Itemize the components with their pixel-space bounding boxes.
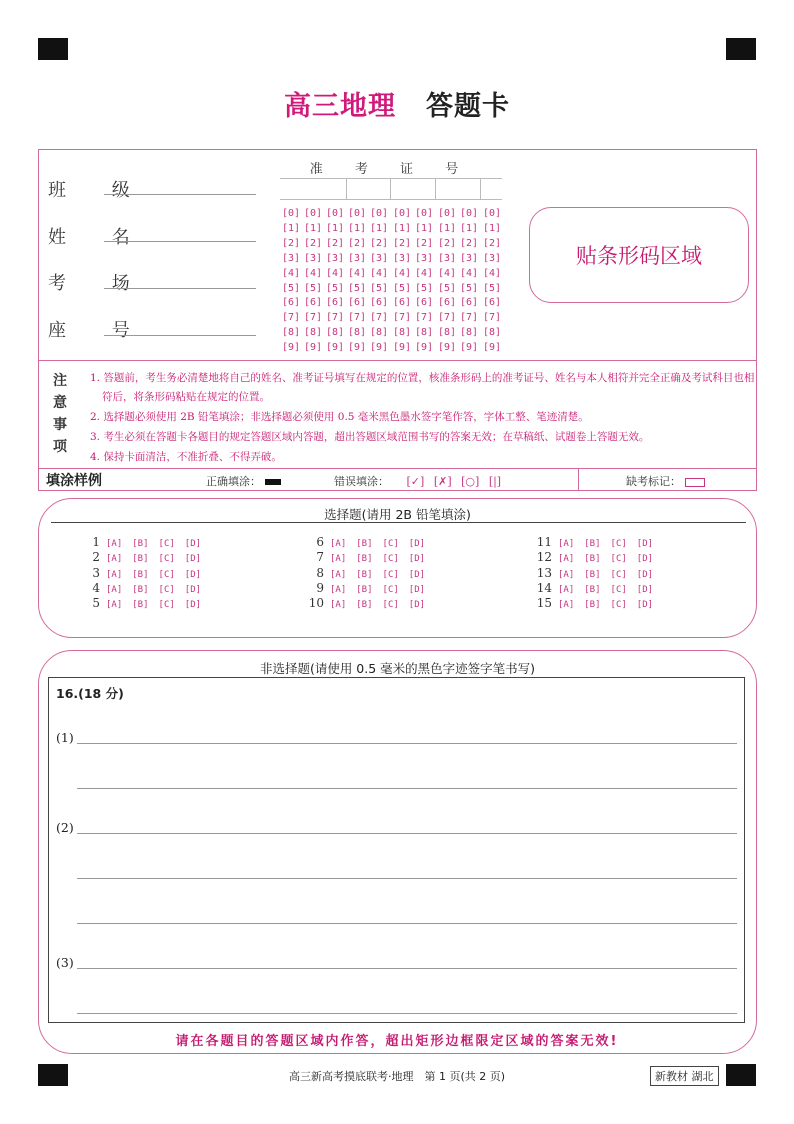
answer-line[interactable] bbox=[77, 788, 737, 789]
mc-option-bubble[interactable]: [B] bbox=[132, 539, 149, 549]
exam-number-bubble[interactable]: [4] bbox=[304, 267, 323, 279]
absent-mark-sample bbox=[626, 473, 705, 489]
mc-option-bubble[interactable]: [A] bbox=[330, 569, 347, 580]
mc-option-bubble[interactable]: [B] bbox=[584, 554, 601, 565]
header-divider bbox=[38, 360, 757, 361]
answer-line[interactable] bbox=[77, 968, 737, 969]
mc-option-bubble[interactable]: [A] bbox=[106, 554, 123, 565]
mc-question-row bbox=[536, 550, 663, 564]
exam-number-bubble[interactable]: [6] bbox=[370, 297, 389, 309]
correct-fill-sample bbox=[206, 473, 281, 489]
notice-line: 4. 保持卡面清洁，不准折叠、不得弄破。 bbox=[90, 451, 282, 463]
mc-option-bubble[interactable]: [B] bbox=[132, 600, 149, 611]
field-class-input[interactable] bbox=[104, 194, 256, 195]
mc-option-bubble[interactable]: [C] bbox=[158, 584, 175, 595]
mc-question-row bbox=[308, 535, 435, 549]
exam-number-bubble[interactable]: [4] bbox=[370, 267, 389, 279]
exam-number-bubble[interactable]: [5] bbox=[282, 282, 301, 294]
exam-number-bubble[interactable]: [1] bbox=[348, 222, 367, 234]
mc-question-row bbox=[536, 581, 663, 595]
exam-number-bubble[interactable]: [8] bbox=[415, 327, 434, 339]
notice-line: 2. 选择题必须使用 2B 铅笔填涂；非选择题必须使用 0.5 毫米黑色墨水签字笔作答，字体工整、笔迹清楚。 bbox=[90, 411, 589, 423]
mc-option-bubble[interactable]: [A] bbox=[330, 539, 347, 549]
mc-option-bubble[interactable]: [D] bbox=[408, 539, 426, 549]
field-name-label: 姓 名 bbox=[48, 227, 150, 248]
exam-number-bubble[interactable]: [6] bbox=[483, 297, 502, 309]
mc-option-bubble[interactable]: [C] bbox=[610, 600, 627, 611]
exam-number-digit-column bbox=[415, 207, 437, 356]
answer-line[interactable] bbox=[77, 878, 737, 879]
exam-number-bubble[interactable]: [4] bbox=[438, 267, 457, 279]
exam-number-digit-column bbox=[483, 207, 505, 356]
answer-line[interactable] bbox=[77, 743, 737, 744]
mc-option-bubble[interactable]: [D] bbox=[408, 600, 426, 611]
exam-number-bubble[interactable]: [2] bbox=[304, 237, 323, 249]
mc-option-bubble[interactable]: [B] bbox=[584, 600, 601, 611]
exam-number-bubble[interactable]: [7] bbox=[304, 312, 323, 324]
notice-heading-char: 注 bbox=[53, 373, 67, 389]
mc-option-bubble[interactable]: [B] bbox=[584, 569, 601, 580]
mc-question-row bbox=[84, 550, 211, 564]
exam-number-bubble[interactable]: [1] bbox=[326, 222, 345, 234]
answer-line[interactable] bbox=[77, 923, 737, 924]
field-room-input[interactable] bbox=[104, 288, 256, 289]
mc-option-bubble[interactable]: [D] bbox=[408, 554, 426, 565]
exam-number-bubble[interactable]: [3] bbox=[415, 252, 434, 264]
exam-number-bubble[interactable]: [6] bbox=[393, 297, 412, 309]
mc-option-bubble[interactable]: [C] bbox=[610, 554, 627, 565]
exam-number-bubble[interactable]: [2] bbox=[393, 237, 412, 249]
corner-mark-top-right bbox=[726, 38, 756, 60]
exam-number-bubble[interactable]: [5] bbox=[460, 282, 479, 294]
exam-number-title: 准 考 证 号 bbox=[309, 162, 473, 177]
mc-option-bubble[interactable]: [A] bbox=[558, 584, 575, 595]
exam-number-bubble[interactable]: [5] bbox=[348, 282, 367, 294]
mc-option-bubble[interactable]: [B] bbox=[132, 584, 149, 595]
notice-heading-char: 事 bbox=[53, 417, 67, 433]
exam-number-bubble[interactable]: [9] bbox=[415, 342, 434, 354]
mc-option-bubble[interactable]: [D] bbox=[184, 554, 202, 565]
title-card: 答题卡 bbox=[426, 91, 510, 122]
mc-option-bubble[interactable]: [A] bbox=[558, 539, 575, 549]
exam-number-bubble[interactable]: [7] bbox=[393, 312, 412, 324]
mc-option-bubble[interactable]: [A] bbox=[330, 554, 347, 565]
exam-number-bubble[interactable]: [7] bbox=[460, 312, 479, 324]
question-label: 16.(18 分) bbox=[56, 686, 124, 701]
exam-number-bubble[interactable]: [0] bbox=[415, 208, 434, 219]
exam-number-bubble[interactable]: [9] bbox=[326, 342, 345, 354]
mc-option-bubble[interactable]: [B] bbox=[356, 569, 373, 580]
exam-number-bubble[interactable]: [5] bbox=[326, 282, 345, 294]
exam-number-bubble[interactable]: [3] bbox=[483, 252, 502, 264]
mc-question-number: 7 bbox=[316, 550, 324, 565]
mc-question-number: 3 bbox=[92, 565, 100, 580]
notice-heading-char: 意 bbox=[53, 395, 67, 411]
exam-number-digit-column bbox=[326, 207, 348, 356]
mc-question-row bbox=[308, 596, 435, 610]
corner-mark-top-left bbox=[38, 38, 68, 60]
mc-option-bubble[interactable]: [B] bbox=[356, 584, 373, 595]
mc-question-row bbox=[84, 581, 211, 595]
mc-question-number: 2 bbox=[92, 550, 100, 565]
part-label: (1) bbox=[56, 730, 74, 745]
mc-option-bubble[interactable]: [C] bbox=[610, 539, 627, 549]
exam-number-bubble[interactable]: [9] bbox=[438, 342, 457, 354]
field-room-label: 考 场 bbox=[48, 273, 150, 294]
notice-heading bbox=[40, 370, 80, 458]
mc-question-row bbox=[308, 566, 435, 580]
exam-number-bubble[interactable]: [1] bbox=[415, 222, 434, 234]
exam-number-bubble[interactable]: [7] bbox=[415, 312, 434, 324]
mc-option-bubble[interactable]: [D] bbox=[408, 584, 426, 595]
field-seat-input[interactable] bbox=[104, 335, 256, 336]
exam-number-bubble[interactable]: [9] bbox=[370, 342, 389, 354]
mc-option-bubble[interactable]: [B] bbox=[584, 584, 601, 595]
exam-number-bubble[interactable]: [5] bbox=[415, 282, 434, 294]
mc-option-bubble[interactable]: [B] bbox=[132, 569, 149, 580]
exam-number-digit-column bbox=[460, 207, 482, 356]
exam-number-bubble[interactable]: [5] bbox=[370, 282, 389, 294]
exam-number-digit-column bbox=[393, 207, 415, 356]
mc-question-number: 12 bbox=[536, 550, 552, 565]
exam-number-bubble[interactable]: [5] bbox=[393, 282, 412, 294]
exam-number-bubble[interactable]: [8] bbox=[393, 327, 412, 339]
exam-number-sep bbox=[435, 178, 436, 200]
mc-option-bubble[interactable]: [A] bbox=[330, 584, 347, 595]
exam-number-digit-column bbox=[370, 207, 392, 356]
exam-number-bubble[interactable]: [6] bbox=[326, 297, 345, 309]
exam-number-bubble[interactable]: [2] bbox=[348, 237, 367, 249]
exam-number-bubble[interactable]: [1] bbox=[304, 222, 323, 234]
exam-number-bubble[interactable]: [6] bbox=[415, 297, 434, 309]
fill-sample-row bbox=[38, 468, 757, 490]
exam-number-sep bbox=[346, 178, 347, 200]
exam-number-bubble[interactable]: [8] bbox=[304, 327, 323, 339]
absent-mark-label: 缺考标记： bbox=[626, 475, 681, 488]
exam-number-digit-column bbox=[438, 207, 460, 356]
exam-number-bubble[interactable]: [1] bbox=[393, 222, 412, 234]
exam-number-bubble[interactable]: [9] bbox=[348, 342, 367, 354]
exam-number-bubble[interactable]: [8] bbox=[370, 327, 389, 339]
exam-number-bubble[interactable]: [2] bbox=[282, 237, 301, 249]
mc-question-number: 11 bbox=[536, 535, 552, 549]
exam-number-bubble[interactable]: [4] bbox=[326, 267, 345, 279]
mc-option-bubble[interactable]: [A] bbox=[558, 600, 575, 611]
page-footer: 高三新高考摸底联考·地理 第 1 页(共 2 页) bbox=[288, 1070, 506, 1083]
free-response-heading: 非选择题(请使用 0.5 毫米的黑色字迹签字笔书写) bbox=[259, 661, 536, 676]
mc-option-bubble[interactable]: [B] bbox=[356, 600, 373, 611]
wrong-mark-check-icon: [✓] bbox=[406, 475, 425, 488]
exam-number-bubble[interactable]: [3] bbox=[348, 252, 367, 264]
mc-option-bubble[interactable]: [D] bbox=[636, 600, 654, 611]
exam-number-bubble[interactable]: [7] bbox=[370, 312, 389, 324]
mc-question-number: 10 bbox=[308, 596, 324, 611]
wrong-fill-sample bbox=[334, 473, 507, 489]
mc-question-number: 13 bbox=[536, 565, 552, 580]
correct-fill-label: 正确填涂： bbox=[206, 475, 261, 488]
exam-number-bubble[interactable]: [2] bbox=[438, 237, 457, 249]
mc-question-number: 1 bbox=[92, 535, 100, 549]
mc-question-row bbox=[536, 566, 663, 580]
exam-number-bubble[interactable]: [1] bbox=[438, 222, 457, 234]
mc-option-bubble[interactable]: [B] bbox=[584, 539, 601, 549]
exam-number-bubble[interactable]: [0] bbox=[304, 208, 323, 219]
exam-number-bubble[interactable]: [2] bbox=[483, 237, 502, 249]
exam-number-bubble[interactable]: [8] bbox=[438, 327, 457, 339]
mc-question-row bbox=[536, 535, 663, 549]
exam-number-bubble[interactable]: [3] bbox=[438, 252, 457, 264]
exam-number-bubble[interactable]: [5] bbox=[483, 282, 502, 294]
notice-line: 符后，将条形码粘贴在规定的位置。 bbox=[102, 391, 270, 403]
mc-option-bubble[interactable]: [A] bbox=[558, 554, 575, 565]
exam-number-bubble[interactable]: [6] bbox=[460, 297, 479, 309]
exam-number-bubble[interactable]: [1] bbox=[282, 222, 301, 234]
exam-number-bubble[interactable]: [3] bbox=[326, 252, 345, 264]
exam-number-bubble[interactable]: [4] bbox=[415, 267, 434, 279]
notice-heading-char: 项 bbox=[53, 439, 67, 455]
exam-number-bubble[interactable]: [8] bbox=[483, 327, 502, 339]
exam-number-bubble[interactable]: [3] bbox=[282, 252, 301, 264]
exam-number-bubble[interactable]: [3] bbox=[393, 252, 412, 264]
mc-option-bubble[interactable]: [C] bbox=[158, 554, 175, 565]
exam-number-bubble[interactable]: [1] bbox=[370, 222, 389, 234]
wrong-mark-circle-icon: [○] bbox=[461, 475, 480, 488]
wrong-fill-label: 错误填涂： bbox=[334, 475, 389, 488]
mc-question-number: 9 bbox=[316, 580, 324, 595]
exam-number-bubble[interactable]: [1] bbox=[483, 222, 502, 234]
exam-number-bubble[interactable]: [0] bbox=[483, 208, 502, 219]
exam-number-bubble[interactable]: [7] bbox=[348, 312, 367, 324]
mc-option-bubble[interactable]: [D] bbox=[408, 569, 426, 580]
mc-option-bubble[interactable]: [C] bbox=[382, 554, 399, 565]
mc-option-bubble[interactable]: [C] bbox=[158, 539, 175, 549]
exam-number-bubble[interactable]: [5] bbox=[438, 282, 457, 294]
exam-number-bubble[interactable]: [3] bbox=[460, 252, 479, 264]
mc-option-bubble[interactable]: [C] bbox=[382, 569, 399, 580]
exam-number-bubble[interactable]: [8] bbox=[460, 327, 479, 339]
exam-number-bubble[interactable]: [4] bbox=[483, 267, 502, 279]
exam-number-bubble[interactable]: [7] bbox=[326, 312, 345, 324]
exam-number-bubble[interactable]: [4] bbox=[282, 267, 301, 279]
exam-number-bubble[interactable]: [0] bbox=[326, 208, 345, 219]
wrong-mark-bar-icon: [|] bbox=[488, 475, 502, 488]
mc-option-bubble[interactable]: [C] bbox=[382, 600, 399, 611]
multiple-choice-heading: 选择题(请用 2B 铅笔填涂) bbox=[324, 507, 471, 522]
exam-number-bubble[interactable]: [2] bbox=[415, 237, 434, 249]
mc-question-number: 15 bbox=[536, 596, 552, 611]
part-label: (3) bbox=[56, 955, 74, 970]
mc-question-row bbox=[308, 550, 435, 564]
notice-line: 1. 答题前，考生务必清楚地将自己的姓名、准考证号填写在规定的位置，核准条形码上的准考证号、姓名与本人相符并完全正确及考试科目也相 bbox=[90, 372, 755, 384]
exam-number-bubble[interactable]: [5] bbox=[304, 282, 323, 294]
mc-question-number: 4 bbox=[92, 580, 100, 595]
exam-number-sep bbox=[390, 178, 391, 200]
mc-question-number: 6 bbox=[316, 535, 324, 549]
edition-badge: 新教材 湖北 bbox=[650, 1066, 719, 1086]
answer-area-warning: 请在各题目的答题区域内作答，超出矩形边框限定区域的答案无效! bbox=[175, 1034, 619, 1049]
mc-option-bubble[interactable]: [B] bbox=[132, 554, 149, 565]
mc-option-bubble[interactable]: [C] bbox=[610, 569, 627, 580]
title-subject: 高三地理 bbox=[284, 91, 396, 122]
exam-number-digit-column bbox=[348, 207, 370, 356]
exam-number-bubble[interactable]: [9] bbox=[483, 342, 502, 354]
exam-number-bubble[interactable]: [4] bbox=[393, 267, 412, 279]
mc-question-number: 5 bbox=[92, 596, 100, 611]
exam-number-bubble[interactable]: [9] bbox=[393, 342, 412, 354]
mc-option-bubble[interactable]: [B] bbox=[356, 539, 373, 549]
exam-number-bubble[interactable]: [9] bbox=[282, 342, 301, 354]
exam-number-bubble[interactable]: [2] bbox=[370, 237, 389, 249]
mc-question-row bbox=[84, 596, 211, 610]
mc-question-number: 8 bbox=[316, 565, 324, 580]
mc-option-bubble[interactable]: [B] bbox=[356, 554, 373, 565]
exam-number-bubble[interactable]: [0] bbox=[393, 208, 412, 219]
exam-number-bubble[interactable]: [3] bbox=[370, 252, 389, 264]
mc-option-bubble[interactable]: [D] bbox=[636, 554, 654, 565]
mc-option-bubble[interactable]: [D] bbox=[636, 584, 654, 595]
notice-line: 3. 考生必须在答题卡各题目的规定答题区域内答题，超出答题区域范围书写的答案无效；在草稿纸、试题卷上答题无效。 bbox=[90, 431, 650, 443]
exam-number-bubble[interactable]: [0] bbox=[460, 208, 479, 219]
exam-number-digit-column bbox=[304, 207, 326, 356]
exam-number-bubble[interactable]: [0] bbox=[348, 208, 367, 219]
mc-option-bubble[interactable]: [C] bbox=[382, 584, 399, 595]
exam-number-bubble[interactable]: [8] bbox=[282, 327, 301, 339]
mc-option-bubble[interactable]: [C] bbox=[158, 600, 175, 611]
mc-option-bubble[interactable]: [D] bbox=[184, 569, 202, 580]
exam-number-bubble[interactable]: [7] bbox=[483, 312, 502, 324]
exam-number-bubble[interactable]: [9] bbox=[304, 342, 323, 354]
fill-sample-heading: 填涂样例 bbox=[46, 473, 102, 489]
mc-option-bubble[interactable]: [D] bbox=[184, 600, 202, 611]
mc-question-row bbox=[308, 581, 435, 595]
absent-mark-box[interactable] bbox=[685, 478, 705, 487]
answer-area[interactable] bbox=[48, 677, 745, 1023]
field-seat-label: 座 号 bbox=[48, 320, 150, 341]
answer-line[interactable] bbox=[77, 1013, 737, 1014]
barcode-area: 贴条形码区域 bbox=[529, 207, 749, 303]
mc-option-bubble[interactable]: [C] bbox=[382, 539, 399, 549]
answer-line[interactable] bbox=[77, 833, 737, 834]
exam-number-bubble[interactable]: [8] bbox=[326, 327, 345, 339]
exam-number-bubble[interactable]: [6] bbox=[304, 297, 323, 309]
filled-mark-icon bbox=[265, 479, 281, 485]
exam-number-bubble[interactable]: [2] bbox=[460, 237, 479, 249]
exam-number-bubble[interactable]: [6] bbox=[438, 297, 457, 309]
exam-number-bubble[interactable]: [6] bbox=[348, 297, 367, 309]
exam-number-bubble[interactable]: [7] bbox=[282, 312, 301, 324]
mc-question-row bbox=[84, 535, 211, 549]
exam-number-cells[interactable] bbox=[280, 178, 502, 200]
exam-number-bubble[interactable]: [1] bbox=[460, 222, 479, 234]
field-class-label: 班 级 bbox=[48, 180, 150, 201]
mc-option-bubble[interactable]: [A] bbox=[106, 569, 123, 580]
mc-option-bubble[interactable]: [D] bbox=[184, 584, 202, 595]
mc-option-bubble[interactable]: [C] bbox=[158, 569, 175, 580]
mc-question-row bbox=[84, 566, 211, 580]
exam-number-bubble[interactable]: [6] bbox=[282, 297, 301, 309]
exam-number-bubble[interactable]: [2] bbox=[326, 237, 345, 249]
page-title bbox=[0, 84, 794, 123]
mc-option-bubble[interactable]: [D] bbox=[636, 569, 654, 580]
mc-option-bubble[interactable]: [D] bbox=[636, 539, 654, 549]
mc-option-bubble[interactable]: [A] bbox=[106, 539, 123, 549]
mc-option-bubble[interactable]: [A] bbox=[106, 600, 123, 611]
exam-number-bubble[interactable]: [4] bbox=[348, 267, 367, 279]
mc-option-bubble[interactable]: [D] bbox=[184, 539, 202, 549]
exam-number-bubble[interactable]: [9] bbox=[460, 342, 479, 354]
mc-option-bubble[interactable]: [A] bbox=[106, 584, 123, 595]
exam-number-bubble[interactable]: [0] bbox=[282, 208, 301, 219]
exam-number-bubble[interactable]: [3] bbox=[304, 252, 323, 264]
exam-number-bubble[interactable]: [4] bbox=[460, 267, 479, 279]
mc-option-bubble[interactable]: [A] bbox=[330, 600, 347, 611]
part-label: (2) bbox=[56, 820, 74, 835]
mc-heading-rule bbox=[51, 522, 746, 523]
exam-number-bubble[interactable]: [7] bbox=[438, 312, 457, 324]
mc-option-bubble[interactable]: [C] bbox=[610, 584, 627, 595]
exam-number-bubble[interactable]: [8] bbox=[348, 327, 367, 339]
wrong-mark-cross-icon: [✗] bbox=[433, 475, 452, 488]
exam-number-bubble[interactable]: [0] bbox=[438, 208, 457, 219]
mc-question-number: 14 bbox=[536, 580, 552, 595]
exam-number-digit-column bbox=[282, 207, 304, 356]
mc-question-row bbox=[536, 596, 663, 610]
exam-number-sep bbox=[480, 178, 481, 200]
field-name-input[interactable] bbox=[104, 241, 256, 242]
exam-number-bubble[interactable]: [0] bbox=[370, 208, 389, 219]
mc-option-bubble[interactable]: [A] bbox=[558, 569, 575, 580]
